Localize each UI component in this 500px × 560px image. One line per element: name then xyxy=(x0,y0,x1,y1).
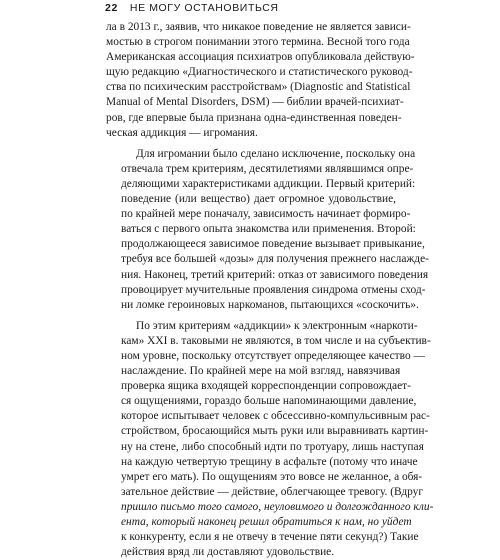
text-line: ну на стене, либо способный идти по тротуару, лишь наступая xyxy=(121,440,424,453)
text-line: требуя все большей «дозы» для получения прежнего наслажде- xyxy=(121,253,429,266)
text-line: ния. Наконец, третий критерий: отказ от зависимого поведения xyxy=(121,268,429,281)
text-line: ни ломке героиновых наркоманов, пытающихся «соскочить». xyxy=(121,298,419,311)
text-line: мостью в строгом понимании этого термина. Весной того года xyxy=(106,36,410,49)
text-line: ся ощущениями, гораздо больше напоминающими давление, xyxy=(121,395,417,408)
text-line italic-line: ента, который наконец решил обратиться к нам, но уйдет xyxy=(121,516,412,528)
text-line: ла в 2013 г., заявив, что никакое поведение не является зависи- xyxy=(106,21,411,33)
text-line: поведение (или вещество) дает огромное удовольствие, xyxy=(121,193,396,206)
text-line: продолжающееся зависимое поведение вызывает привыкание, xyxy=(121,238,425,251)
text-line: отвечала трем критериям, десятилетиями являвшимся опре- xyxy=(121,162,414,175)
text-line: наслаждение. По крайней мере на мой взгляд, навязчивая xyxy=(121,365,401,378)
text-line: к конкуренту, если я не отвечу в течение пяти секунд?) Такие xyxy=(121,531,419,544)
running-header xyxy=(105,0,279,16)
text-line italic-line: пришло письмо того самого, неуловимого и долгожданного кли- xyxy=(121,500,434,513)
text-line: зательное действие — действие, облегчающее тревогу. (Вдруг xyxy=(121,485,424,498)
text-line: на каждую четвертую трещину в асфальте (потому что иначе xyxy=(121,455,418,468)
text-line: проверка ящика входящей корреспонденции сопровождает- xyxy=(121,380,411,393)
body-text xyxy=(106,20,434,560)
text-line: Для игромании было сделано исключение, поскольку она xyxy=(136,147,416,160)
text-line: по крайней мере поначалу, зависимость начинает формиро- xyxy=(121,208,411,221)
page-number: 22 xyxy=(105,2,118,14)
text-line: Американская ассоциация психиатров опубликовала действую- xyxy=(106,51,415,64)
paragraph-1 xyxy=(106,20,415,141)
text-line: деляющими характеристиками аддикции. Первый критерий: xyxy=(121,177,416,190)
text-line: щую редакцию «Диагностического и статистического руковод- xyxy=(106,66,413,79)
paragraph-3 xyxy=(106,319,434,560)
text-line: ров, где впервые была признана одна-единственная поведен- xyxy=(106,111,402,124)
paragraph-2 xyxy=(106,147,429,313)
text-line: ческая аддикция — игромания. xyxy=(106,126,258,139)
text-line: По этим критериям «аддикции» к электронным «наркоти- xyxy=(136,319,418,332)
text-line: которое испытывает человек с обсессивно-компульсивным рас- xyxy=(121,410,430,423)
text-line: ном уровне, поскольку отсутствует определяющее качество — xyxy=(121,349,425,362)
text-line: стройством, бросающийся мыть руки или выравнивать картин- xyxy=(121,425,429,438)
text-line: кам» XXI в. таковыми не являются, в том числе и на субъектив- xyxy=(121,334,431,347)
text-line: Manual of Mental Disorders, DSM) — библии врачей-психиат- xyxy=(106,96,404,109)
running-title: НЕ МОГУ ОСТАНОВИТЬСЯ xyxy=(129,2,279,14)
text-line: умрет его мать). По ощущениям это вовсе не желанное, а обя- xyxy=(121,470,423,483)
text-line: действия вряд ли доставляют удовольствие. xyxy=(121,546,335,559)
text-line: ства по психическим расстройствам» (Diagnostic and Statistical xyxy=(106,81,411,94)
text-line: провоцирует мучительные проявления синдрома отмены сход- xyxy=(121,283,426,296)
text-line: ваться с первого опыта знакомства или применения. Второй: xyxy=(121,223,416,236)
